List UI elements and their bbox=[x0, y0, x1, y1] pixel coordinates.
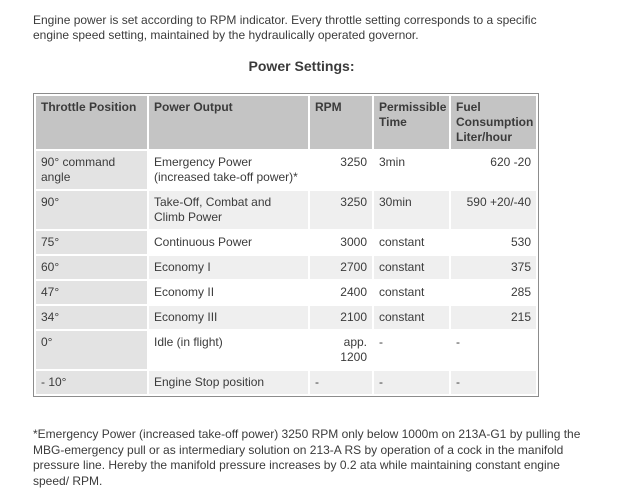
cell-throttle-position: 47° bbox=[36, 281, 147, 304]
cell-throttle-position: 90° bbox=[36, 191, 147, 229]
cell-throttle-position: - 10° bbox=[36, 371, 147, 394]
table-row bbox=[36, 331, 536, 369]
cell-throttle-position: 60° bbox=[36, 256, 147, 279]
cell-throttle-position: 75° bbox=[36, 231, 147, 254]
cell-power-output: Economy III bbox=[149, 306, 308, 329]
header-throttle-position: Throttle Position bbox=[36, 96, 147, 149]
cell-fuel-consumption: 620 -20 bbox=[451, 151, 536, 189]
footnote-paragraph: *Emergency Power (increased take-off power) 3250 RPM only below 1000m on 213A-G1 by pulling the MBG-emergency pull or as intermediary solution on 213-A RS by operation of a cock in the manifold pressure line. Hereby the manifold pressure increases by 0.2 ata while maintaining constant engine speed/ RPM. bbox=[33, 427, 581, 488]
cell-power-output: Economy II bbox=[149, 281, 308, 304]
cell-permissible-time: constant bbox=[374, 281, 449, 304]
cell-fuel-consumption: 215 bbox=[451, 306, 536, 329]
cell-rpm: - bbox=[310, 371, 372, 394]
cell-throttle-position: 0° bbox=[36, 331, 147, 369]
cell-throttle-position: 34° bbox=[36, 306, 147, 329]
header-power-output: Power Output bbox=[149, 96, 308, 149]
cell-rpm: 2400 bbox=[310, 281, 372, 304]
cell-power-output: Economy I bbox=[149, 256, 308, 279]
cell-fuel-consumption: - bbox=[451, 331, 536, 369]
page-title: Power Settings: bbox=[248, 58, 355, 74]
cell-rpm: 2700 bbox=[310, 256, 372, 279]
cell-power-output: Take-Off, Combat and Climb Power bbox=[149, 191, 308, 229]
header-row bbox=[36, 96, 536, 149]
cell-permissible-time: constant bbox=[374, 231, 449, 254]
power-settings-table bbox=[33, 93, 539, 397]
cell-permissible-time: 3min bbox=[374, 151, 449, 189]
header-fuel-consumption: Fuel Consumption Liter/hour bbox=[451, 96, 536, 149]
cell-fuel-consumption: 375 bbox=[451, 256, 536, 279]
cell-fuel-consumption: 285 bbox=[451, 281, 536, 304]
table-row bbox=[36, 371, 536, 394]
cell-rpm: app. 1200 bbox=[310, 331, 372, 369]
cell-permissible-time: 30min bbox=[374, 191, 449, 229]
intro-paragraph: Engine power is set according to RPM indicator. Every throttle setting corresponds to a specific engine speed setting, maintained by the hydraulically operated governor. bbox=[33, 13, 537, 42]
cell-permissible-time: - bbox=[374, 331, 449, 369]
cell-power-output: Continuous Power bbox=[149, 231, 308, 254]
cell-power-output: Emergency Power (increased take-off power)* bbox=[149, 151, 308, 189]
cell-power-output: Idle (in flight) bbox=[149, 331, 308, 369]
cell-permissible-time: constant bbox=[374, 256, 449, 279]
cell-rpm: 3250 bbox=[310, 191, 372, 229]
header-permissible-time: Permissible Time bbox=[374, 96, 449, 149]
cell-fuel-consumption: 590 +20/-40 bbox=[451, 191, 536, 229]
cell-throttle-position: 90° command angle bbox=[36, 151, 147, 189]
cell-fuel-consumption: 530 bbox=[451, 231, 536, 254]
cell-rpm: 2100 bbox=[310, 306, 372, 329]
cell-power-output: Engine Stop position bbox=[149, 371, 308, 394]
table-row bbox=[36, 151, 536, 189]
cell-rpm: 3250 bbox=[310, 151, 372, 189]
cell-permissible-time: constant bbox=[374, 306, 449, 329]
table-row bbox=[36, 281, 536, 304]
table-header bbox=[36, 96, 536, 149]
table-row bbox=[36, 256, 536, 279]
table-row bbox=[36, 191, 536, 229]
header-rpm: RPM bbox=[310, 96, 372, 149]
cell-permissible-time: - bbox=[374, 371, 449, 394]
table-row bbox=[36, 231, 536, 254]
table-row bbox=[36, 306, 536, 329]
cell-rpm: 3000 bbox=[310, 231, 372, 254]
cell-fuel-consumption: - bbox=[451, 371, 536, 394]
